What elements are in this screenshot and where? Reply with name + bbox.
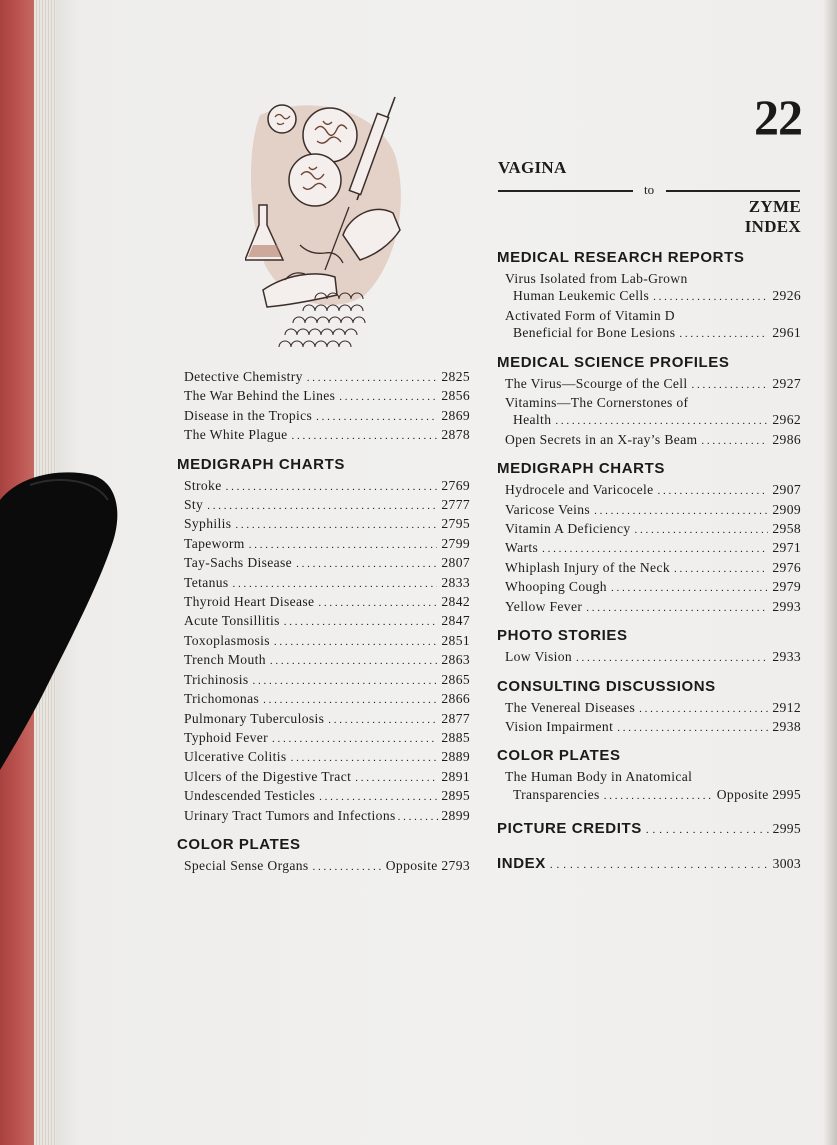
page-number: 2993: [772, 598, 801, 614]
toc-entry[interactable]: Activated Form of Vitamin D Beneficial for Bone Lesions . . . 2961: [497, 307, 801, 344]
toc-entry-index[interactable]: [497, 854, 801, 875]
page-number: 2926: [772, 288, 801, 304]
toc-entry[interactable]: Acute Tonsillitis . . . 2847: [177, 612, 470, 631]
dot-leader: [550, 855, 769, 875]
toc-entry[interactable]: Trichomonas . . . 2866: [177, 690, 470, 709]
dot-leader: [307, 370, 438, 387]
dot-leader: [296, 556, 437, 573]
section-heading-index: INDEX: [497, 855, 546, 873]
page-number: 2842: [441, 594, 470, 610]
page-number: 2825: [441, 369, 470, 384]
range-connector: [498, 182, 800, 198]
dot-leader: [701, 433, 768, 450]
range-start-title: VAGINA: [498, 158, 567, 177]
dot-leader: [639, 701, 768, 718]
toc-entry[interactable]: The White Plague . . . 2878: [177, 426, 470, 445]
page-number: 2869: [441, 407, 470, 423]
divider-rule-left: [498, 190, 633, 192]
page-number: 2909: [772, 501, 801, 517]
medigraph-charts-list: [177, 477, 470, 826]
dot-leader: [319, 789, 437, 806]
toc-entry[interactable]: Low Vision . . . 2933: [497, 648, 801, 667]
section-heading-picture-credits: PICTURE CREDITS: [497, 820, 642, 838]
toc-entry[interactable]: Hydrocele and Varicocele . . . 2907: [497, 481, 801, 500]
toc-entry[interactable]: Whooping Cough . . . 2979: [497, 578, 801, 597]
toc-entry[interactable]: Special Sense Organs . . . Opposite 2793: [177, 857, 470, 876]
page-number: 2863: [441, 652, 470, 668]
thumb-holding-page: [0, 470, 122, 770]
page-number: 2866: [441, 691, 470, 707]
toc-entry[interactable]: The Venereal Diseases . . . 2912: [497, 699, 801, 718]
dot-leader: [292, 428, 438, 445]
section-heading-medigraph-charts: MEDIGRAPH CHARTS: [497, 460, 665, 478]
toc-entry[interactable]: Vision Impairment . . . 2938: [497, 718, 801, 737]
toc-entry[interactable]: Virus Isolated from Lab-Grown Human Leukemic Cells . . . 2926: [497, 270, 801, 307]
dot-leader: [318, 595, 437, 612]
dot-leader: [692, 377, 769, 394]
page-number: 2877: [441, 710, 470, 726]
toc-entry[interactable]: Tapeworm . . . 2799: [177, 535, 470, 554]
page-number: 2927: [772, 375, 801, 391]
toc-entry[interactable]: Ulcers of the Digestive Tract . . . 2891: [177, 768, 470, 787]
dot-leader: [646, 820, 769, 840]
page-number: Opposite 2793: [385, 857, 470, 873]
medigraph-charts-list: [497, 481, 801, 617]
dot-leader: [274, 634, 437, 651]
page-number: 2856: [441, 388, 470, 404]
page-number: 2885: [441, 729, 470, 745]
section-heading-color-plates: COLOR PLATES: [177, 835, 301, 853]
toc-entry[interactable]: Thyroid Heart Disease . . . 2842: [177, 593, 470, 612]
toc-entry[interactable]: Trench Mouth . . . 2863: [177, 651, 470, 670]
toc-entry[interactable]: Tay-Sachs Disease . . . 2807: [177, 554, 470, 573]
consulting-discussions-list: [497, 699, 801, 738]
articles-list: [177, 368, 470, 446]
dot-leader: [272, 731, 437, 748]
research-reports-list: [497, 270, 801, 344]
toc-entry-picture-credits[interactable]: [497, 819, 801, 840]
page-number: 3003: [772, 856, 801, 872]
page-number: 2995: [772, 821, 801, 837]
dot-leader: [313, 859, 382, 876]
color-plates-list: [497, 768, 801, 805]
page-number: 2958: [772, 521, 801, 537]
page-number: 2851: [441, 632, 470, 648]
toc-entry[interactable]: Varicose Veins . . . 2909: [497, 501, 801, 520]
toc-entry[interactable]: Pulmonary Tuberculosis . . . 2877: [177, 710, 470, 729]
toc-entry[interactable]: Ulcerative Colitis . . . 2889: [177, 748, 470, 767]
section-heading-medical-research-reports: MEDICAL RESEARCH REPORTS: [497, 249, 745, 266]
dot-leader: [226, 479, 438, 496]
right-contents-column: [497, 248, 801, 877]
dot-leader: [604, 788, 713, 805]
dot-leader: [355, 770, 437, 787]
dot-leader: [611, 580, 768, 597]
color-plates-list: [177, 857, 470, 876]
dot-leader: [617, 720, 768, 737]
toc-entry[interactable]: Disease in the Tropics . . . 2869: [177, 407, 470, 426]
page-number: 2847: [441, 613, 470, 629]
page-number: 2889: [441, 749, 470, 765]
toc-entry[interactable]: The Human Body in Anatomical Transparencies . . . Opposite 2995: [497, 768, 801, 805]
page-number: 2938: [772, 718, 801, 734]
dot-leader: [233, 576, 438, 593]
toc-entry[interactable]: Whiplash Injury of the Neck . . . 2976: [497, 559, 801, 578]
page-number: 2961: [772, 325, 801, 341]
section-heading-medical-science-profiles: MEDICAL SCIENCE PROFILES: [497, 353, 730, 371]
dot-leader: [291, 750, 438, 767]
page-number: 2769: [441, 477, 470, 493]
dot-leader: [398, 809, 440, 826]
toc-entry[interactable]: Toxoplasmosis . . . 2851: [177, 632, 470, 651]
page-number: 2912: [772, 699, 801, 715]
dot-leader: [674, 561, 768, 578]
dot-leader: [284, 614, 438, 631]
page-number: 2799: [441, 535, 470, 551]
page-number: 2976: [772, 559, 801, 575]
page-number: Opposite 2995: [716, 786, 801, 802]
toc-entry[interactable]: Typhoid Fever . . . 2885: [177, 729, 470, 748]
divider-rule-right: [666, 190, 800, 192]
dot-leader: [634, 522, 768, 539]
toc-entry[interactable]: Vitamin A Deficiency . . . 2958: [497, 520, 801, 539]
section-heading-medigraph-charts: MEDIGRAPH CHARTS: [177, 455, 345, 473]
toc-entry[interactable]: Tetanus . . . 2833: [177, 574, 470, 593]
page-number: 2962: [772, 412, 801, 428]
toc-entry[interactable]: Detective Chemistry . . . 2825: [177, 368, 470, 387]
page-number: 2795: [441, 516, 470, 532]
dot-leader: [207, 498, 437, 515]
dot-leader: [586, 600, 768, 617]
page-number: 2833: [441, 574, 470, 590]
toc-entry[interactable]: Stroke . . . 2769: [177, 477, 470, 496]
dot-leader: [653, 289, 768, 306]
page-number: 2933: [772, 649, 801, 665]
dot-leader: [542, 541, 768, 558]
dot-leader: [576, 650, 768, 667]
section-heading-color-plates: COLOR PLATES: [497, 747, 621, 765]
toc-entry[interactable]: Trichinosis . . . 2865: [177, 671, 470, 690]
dot-leader: [658, 483, 769, 500]
toc-entry[interactable]: Yellow Fever . . . 2993: [497, 598, 801, 617]
section-heading-consulting-discussions: CONSULTING DISCUSSIONS: [497, 677, 716, 695]
toc-entry[interactable]: Vitamins—The Cornerstones of Health . . . 2962: [497, 394, 801, 431]
dot-leader: [555, 413, 768, 430]
toc-entry[interactable]: Sty . . . 2777: [177, 496, 470, 515]
page-number: 2895: [441, 788, 470, 804]
range-connector-text: to: [644, 182, 655, 197]
medical-illustration: [245, 95, 415, 355]
dot-leader: [249, 537, 438, 554]
toc-entry[interactable]: The War Behind the Lines . . . 2856: [177, 387, 470, 406]
page-number: 2986: [772, 431, 801, 447]
photo-stories-list: [497, 648, 801, 667]
section-heading-photo-stories: PHOTO STORIES: [497, 627, 628, 645]
page-number: 2971: [772, 540, 801, 556]
dot-leader: [328, 712, 437, 729]
volume-number: 22: [754, 89, 802, 145]
toc-entry[interactable]: Warts . . . 2971: [497, 539, 801, 558]
science-profiles-list: [497, 375, 801, 451]
dot-leader: [339, 389, 437, 406]
toc-entry[interactable]: Syphilis . . . 2795: [177, 515, 470, 534]
page-gutter-shadow: [823, 0, 837, 1145]
page-number: 2979: [772, 579, 801, 595]
range-end-title: [745, 197, 801, 237]
dot-leader: [263, 692, 437, 709]
page-number: 2899: [441, 807, 470, 823]
page-number: 2907: [772, 482, 801, 498]
page-number: 2891: [441, 768, 470, 784]
dot-leader: [594, 503, 768, 520]
dot-leader: [316, 409, 437, 426]
page-number: 2878: [441, 427, 470, 443]
dot-leader: [270, 653, 438, 670]
dot-leader: [235, 517, 437, 534]
dot-leader: [679, 326, 768, 343]
page-number: 2777: [441, 497, 470, 513]
toc-entry[interactable]: Open Secrets in an X-ray’s Beam . . . 2986: [497, 431, 801, 450]
page-number: 2807: [441, 555, 470, 571]
range-end-line-1: ZYME: [748, 197, 801, 216]
toc-entry[interactable]: The Virus—Scourge of the Cell . . . 2927: [497, 375, 801, 394]
range-end-line-2: INDEX: [744, 217, 801, 236]
left-contents-column: [177, 368, 470, 876]
toc-entry[interactable]: Undescended Testicles . . . 2895: [177, 787, 470, 806]
toc-entry[interactable]: Urinary Tract Tumors and Infections . . . 2899: [177, 807, 470, 826]
dot-leader: [253, 673, 438, 690]
page-number: 2865: [441, 671, 470, 687]
